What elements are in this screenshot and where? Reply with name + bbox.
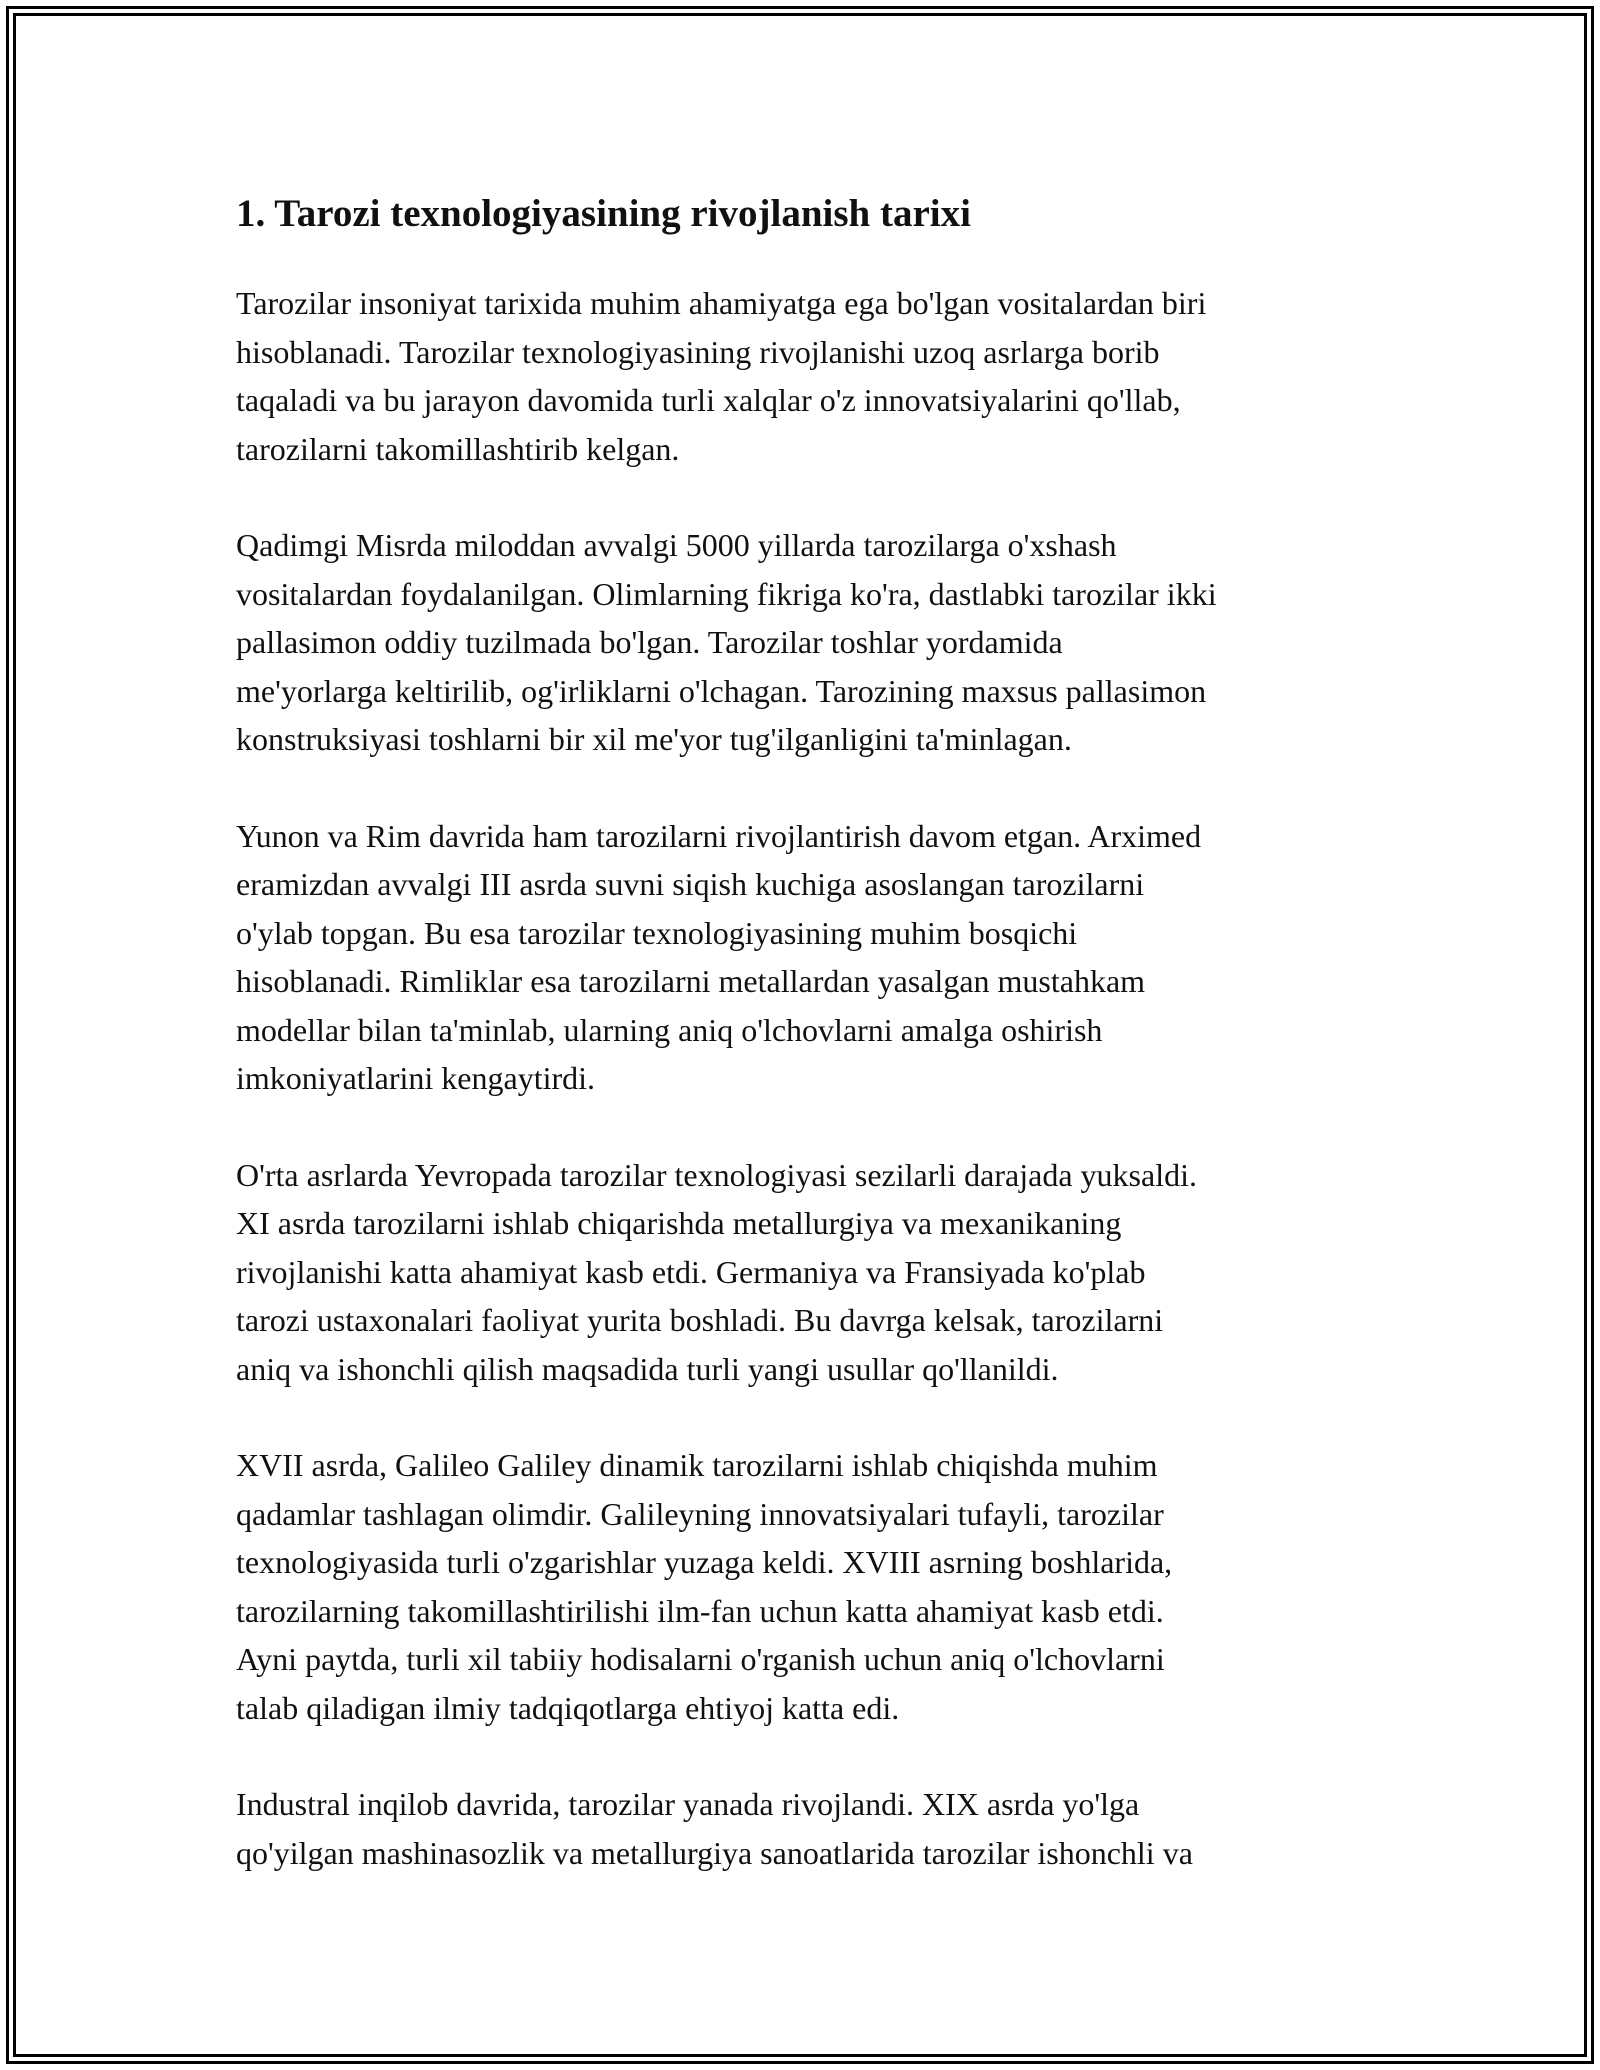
paragraph-ancient-egypt: Qadimgi Misrda miloddan avvalgi 5000 yillarda tarozilarga o'xshash vositalardan foydalanilgan. Olimlarning fikriga ko'ra, dastlabki tarozilar ikki pallasimon oddiy tuzilmada bo'lgan. Tarozilar toshlar yordamida me'yorlarga keltirilib, og'irliklarni o'lchagan. Tarozining maxsus pallasimon konstruksiyasi toshlarni bir xil me'yor tug'ilganligini ta'minlagan. — [236, 527, 1217, 757]
paragraph-intro: Tarozilar insoniyat tarixida muhim ahamiyatga ega bo'lgan vositalardan biri hisoblanadi. Tarozilar texnologiyasining rivojlanishi uzoq asrlarga borib taqaladi va bu jarayon davomida turli xalqlar o'z innovatsiyalarini qo'llab, tarozilarni takomillashtirib kelgan. — [236, 285, 1207, 467]
paragraph-17th-century: XVII asrda, Galileo Galiley dinamik tarozilarni ishlab chiqishda muhim qadamlar tashlagan olimdir. Galileyning innovatsiyalari tufayli, tarozilar texnologiyasida turli o'zgarishlar yuzaga keldi. XVIII asrning boshlarida, tarozilarning takomillashtirilishi ilm-fan uchun katta ahamiyat kasb etdi. Ayni paytda, turli xil tabiiy hodisalarni o'rganish uchun aniq o'lchovlarni talab qiladigan ilmiy tadqiqotlarga ehtiyoj katta edi. — [236, 1447, 1173, 1726]
section-title: 1. Tarozi texnologiyasining rivojlanish tarixi — [236, 192, 971, 235]
paragraph-middle-ages: O'rta asrlarda Yevropada tarozilar texnologiyasi sezilarli darajada yuksaldi. XI asrda tarozilarni ishlab chiqarishda metallurgiya va mexanikaning rivojlanishi katta ahamiyat kasb etdi. Germaniya va Fransiyada ko'plab tarozi ustaxonalari faoliyat yurita boshladi. Bu davrga kelsak, tarozilarni aniq va ishonchli qilish maqsadida turli yangi usullar qo'llanildi. — [236, 1156, 1197, 1387]
paragraph-greece-rome: Yunon va Rim davrida ham tarozilarni rivojlantirish davom etgan. Arximed eramizdan avvalgi III asrda suvni siqish kuchiga asoslangan tarozilarni o'ylab topgan. Bu esa tarozilar texnologiyasining muhim bosqichi hisoblanadi. Rimliklar esa tarozilarni metallardan yasalgan mustahkam modellar bilan ta'minlab, ularning aniq o'lchovlarni amalga oshirish imkoniyatlarini kengaytirdi. — [236, 817, 1202, 1096]
paragraph-industrial-revolution: Industral inqilob davrida, tarozilar yanada rivojlandi. XIX asrda yo'lga qo'yilgan mashinasozlik va metallurgiya sanoatlarida tarozilar ishonchli va — [236, 1786, 1193, 1871]
document-body — [236, 185, 1386, 1925]
